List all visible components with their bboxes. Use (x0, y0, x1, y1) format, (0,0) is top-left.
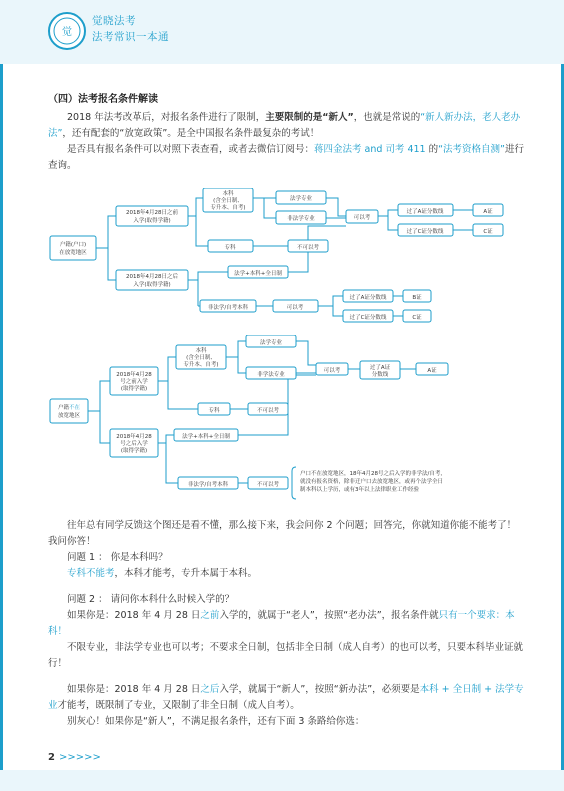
answer-3-tip: 别灰心！如果你是“新人”，不满足报名条件，还有下面 3 条路给你选： (67, 716, 365, 727)
question-1: 问题 1 ： 你是本科吗？ (67, 552, 168, 563)
logo-icon (48, 12, 86, 50)
qa-section (48, 518, 524, 730)
note-text: 户口不在放宽地区，18年4月28号之后入学的非学法/自考，就没有报名资格，除非迁户口去放宽地区，或再个法学全日制本科以上学历，或有3年以上法律职业工作经验 (300, 471, 446, 493)
header-bar (0, 0, 564, 64)
paragraph-1: 2018 年法考改革后，对报名条件进行了限制，主要限制的是“新人”，也就是常说的“新人新办法，老人老办法”，还有配套的“放宽政策”。是全中国报名条件最复杂的考试！ (48, 112, 521, 139)
svg-text:2018年4月28日之前入学(取得学籍): 2018年4月28日之前入学(取得学籍) (126, 210, 178, 224)
answer-2: 如果你是：2018 年 4 月 28 日之前入学的，就属于“老人”，按照“老办法”，报名条件就只有一个要求：本科！ (48, 610, 515, 637)
brand-name: 觉晓法考 (92, 15, 136, 27)
answer-1: 专科不能考，本科才能考，专升本属于本科。 (67, 568, 258, 579)
svg-text:过了A证分数线: 过了A证分数线 (349, 295, 387, 301)
svg-text:2018年4月28号之前入学(取得学籍): 2018年4月28 号之前入学(取得学籍) (116, 372, 152, 392)
svg-text:不可以考: 不可以考 (256, 408, 280, 414)
answer-2-detail: 不限专业，非法学专业也可以考；不要求全日制，包括非全日制（成人自考）的也可以考，只要本科毕业证就行！ (48, 642, 524, 669)
svg-text:法学专业: 法学专业 (289, 196, 313, 202)
svg-text:C证: C证 (412, 315, 422, 321)
page-arrows: >>>>> (58, 752, 101, 763)
svg-text:A证: A证 (483, 209, 493, 215)
root-label: 户籍(户口)在放宽地区 (59, 242, 87, 256)
svg-text:2018年4月28号之后入学(取得学籍): 2018年4月28 号之后入学(取得学籍) (116, 434, 152, 454)
svg-text:C证: C证 (483, 229, 493, 235)
paragraph-2: 是否具有报名条件可以对照下表查看，或者去微信订阅号：蒋四金法考 and 司考 411 的“法考资格自测”进行查询。 (48, 144, 524, 171)
svg-text:可以考: 可以考 (323, 368, 341, 374)
svg-text:本科(含全日制、专升本、自考): 本科(含全日制、专升本、自考) (210, 191, 246, 211)
svg-text:不可以考: 不可以考 (296, 245, 320, 251)
svg-text:法学专业: 法学专业 (259, 340, 283, 346)
svg-text:法学+本科+全日制: 法学+本科+全日制 (234, 271, 282, 277)
svg-text:觉: 觉 (62, 27, 72, 38)
svg-text:2018年4月28日之后入学(取得学籍): 2018年4月28日之后入学(取得学籍) (126, 274, 178, 288)
section-title: （四）法考报名条件解读 (48, 94, 158, 105)
footer-bar (0, 770, 564, 791)
svg-text:户籍不在放宽地区: 户籍不在放宽地区 (57, 405, 81, 419)
flowchart-non-relaxed-region (48, 335, 518, 505)
svg-text:本科(含全日制、专升本、自考): 本科(含全日制、专升本、自考) (183, 348, 219, 368)
svg-text:非法学专业: 非法学专业 (287, 216, 315, 222)
svg-text:过了C证分数线: 过了C证分数线 (406, 229, 444, 235)
answer-3: 如果你是：2018 年 4 月 28 日之后入学，就属于“新人”，按照“新办法”，必须要是本科 + 全日制 + 法学专业才能考，既限制了专业，又限制了非全日制（成人自考）。 (48, 684, 524, 711)
svg-text:法学+本科+全日制: 法学+本科+全日制 (182, 434, 230, 440)
intro-section (48, 92, 524, 174)
flowchart-relaxed-region (48, 188, 518, 330)
svg-text:可以考: 可以考 (353, 215, 371, 221)
svg-text:A证: A证 (427, 368, 437, 374)
svg-text:过了C证分数线: 过了C证分数线 (349, 315, 387, 321)
svg-text:专科: 专科 (224, 245, 236, 251)
brand-subtitle: 法考常识一本通 (92, 31, 169, 43)
svg-text:B证: B证 (412, 295, 422, 301)
svg-text:可以考: 可以考 (286, 305, 304, 311)
svg-text:过了A证分数线: 过了A证分数线 (406, 209, 444, 215)
svg-text:非法学/自考本科: 非法学/自考本科 (207, 305, 249, 311)
svg-text:非法学/自考本科: 非法学/自考本科 (187, 482, 229, 488)
question-2: 问题 2 ： 请问你本科什么时候入学的？ (67, 594, 235, 605)
paragraph-3: 往年总有同学反馈这个图还是看不懂，那么接下来，我会问你 2 个问题；回答完，你就知道你能不能考了！ 我问你答！ (48, 520, 517, 547)
svg-text:专科: 专科 (208, 408, 220, 414)
root-node (50, 236, 96, 260)
left-border (0, 64, 3, 791)
svg-text:非学法专业: 非学法专业 (257, 372, 285, 378)
svg-text:过了A证分数线: 过了A证分数线 (369, 365, 391, 378)
page-number: 2 >>>>> (48, 752, 101, 763)
svg-text:不可以考: 不可以考 (256, 482, 280, 488)
